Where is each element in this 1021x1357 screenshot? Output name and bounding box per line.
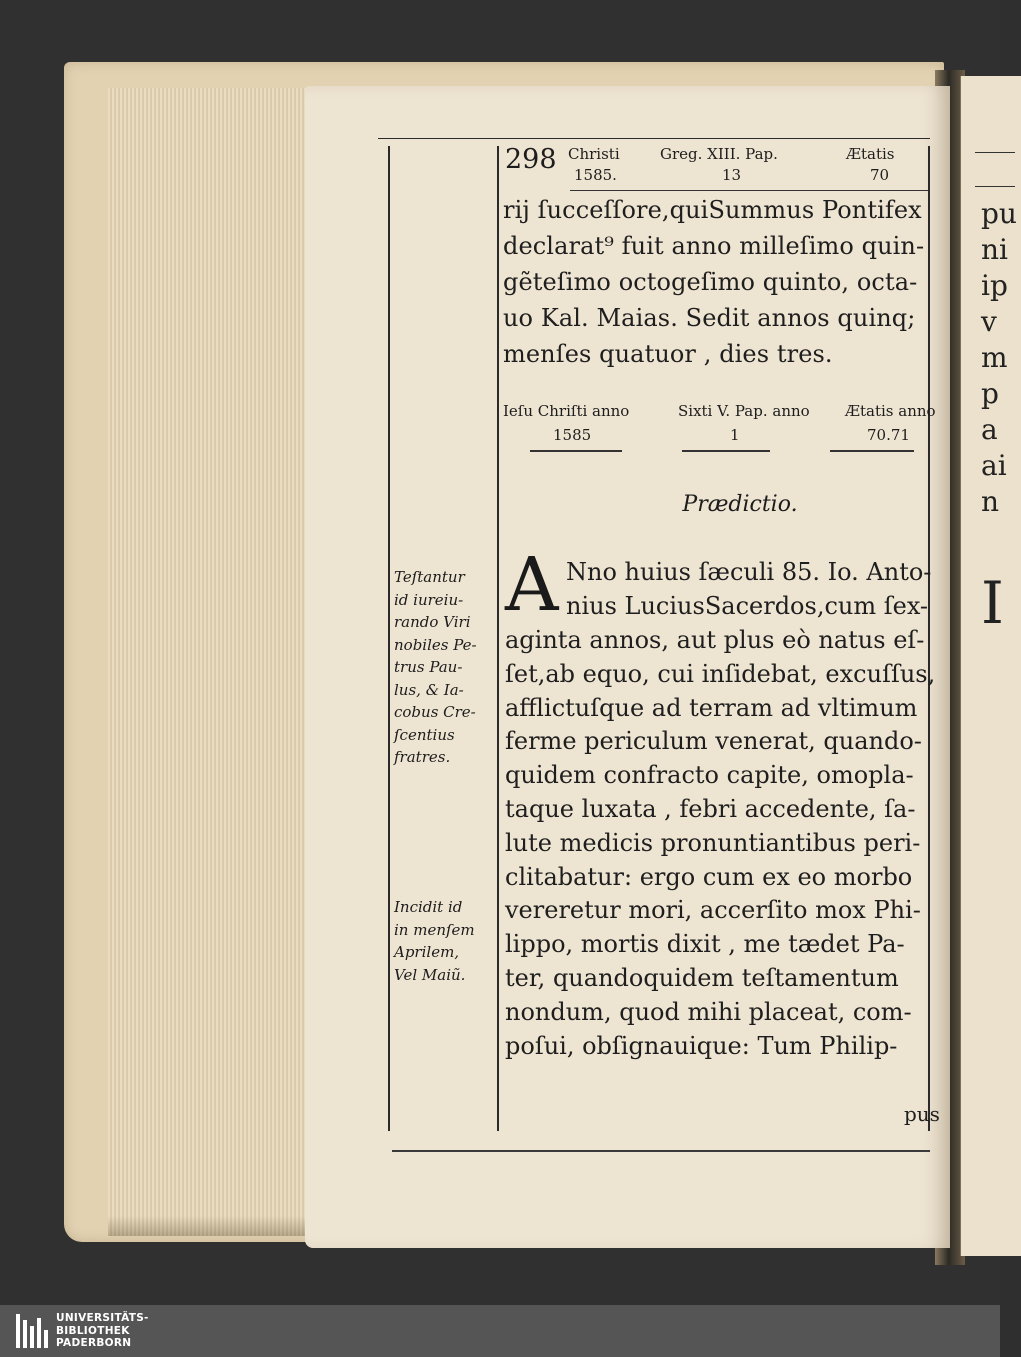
margin-line: trus Pau- [394,658,463,676]
text-line: quidem confracto capite, omopla- [505,761,914,790]
margin-note-date [394,896,475,986]
frame-rule-left [388,146,390,1131]
chronology-rule [682,450,770,452]
text-line: lippo, mortis dixit , me tædet Pa- [505,930,905,959]
prediction-capline [566,556,931,624]
text-line: poſui, obſignauique: Tum Philip- [505,1031,898,1060]
running-head-pope-label: Greg. XIII. Pap. [660,145,778,163]
text-line: ferme periculum venerat, quando- [505,727,922,756]
running-head-pope-value: 13 [722,166,742,184]
facing-fragment: a [981,413,998,446]
margin-line: Teſtantur [394,568,465,586]
library-logo-icon [16,1314,50,1348]
margin-line: fratres. [394,748,451,766]
facing-fragment: ai [981,449,1007,482]
margin-line: nobiles Pe- [394,635,477,654]
running-head-aetatis-label: Ætatis [846,145,895,163]
passage-top [503,192,924,372]
margin-line: lus, & Ia- [394,680,464,699]
text-line: uo Kal. Maias. Sedit annos quinq; [503,304,916,332]
margin-line: Aprilem, [394,943,460,961]
chronology-christi-label: Ieſu Chriſti anno [503,402,630,420]
chronology-christi-value: 1585 [553,426,592,444]
frame-rule-top [378,138,930,139]
text-line: aginta annos, aut plus eò natus eſ- [505,626,925,654]
margin-line: rando Viri [394,613,471,631]
text-line: ſet,ab equo, cui inſidebat, excuſſus, [505,659,936,688]
library-footer [0,1305,1000,1357]
facing-fragment: n [981,485,1000,518]
text-line: nondum, quod mihi placeat, com- [505,997,912,1026]
margin-line: Incidit id [394,898,463,916]
facing-dropcap-fragment: I [981,569,1004,637]
facing-page-rule [975,152,1015,153]
facing-fragment: m [981,341,1008,374]
running-head-christi-value: 1585. [574,166,617,184]
text-line: afflictuſque ad terram ad vltimum [505,693,918,722]
drop-cap: A [505,542,559,628]
running-head-aetatis-value: 70 [870,166,890,184]
library-name-line: PADERBORN [56,1337,132,1349]
margin-line: Vel Maiũ. [394,965,466,984]
frame-rule-bottom [392,1150,930,1152]
margin-line: id iureiu- [394,590,464,609]
prediction-body [505,624,935,1063]
text-line: clitabatur: ergo cum ex eo morbo [505,862,913,891]
chronology-sixti-label: Sixti V. Pap. anno [678,402,810,420]
chronology-rule [530,450,622,452]
text-line: gẽteſimo octogeſimo quinto, octa- [503,268,918,296]
text-line: nius LuciusSacerdos,cum ſex- [566,591,929,620]
facing-fragment: ni [981,233,1008,266]
library-name-line: UNIVERSITÄTS- [56,1312,149,1324]
catchword: pus [904,1102,940,1126]
page-number: 298 [505,144,557,175]
facing-page-rule [975,186,1015,187]
section-title: Prædictio. [682,492,798,517]
facing-fragment: v [981,305,997,338]
chronology-sixti-value: 1 [730,426,740,444]
text-line: menſes quatuor , dies tres. [503,340,833,368]
text-line: declarat⁹ fuit anno milleſimo quin- [503,232,925,260]
margin-note-witnesses [394,566,477,769]
frame-rule-middle [497,146,499,1131]
facing-fragment: ip [981,269,1008,302]
facing-page-edge [960,76,1021,1256]
text-line: rij ſucceſſore,quiSummus Pontifex [503,196,922,224]
margin-line: ſcentius [394,725,455,744]
margin-line: cobus Cre- [394,703,476,721]
text-line: Nno huius ſæculi 85. Io. Anto- [566,558,932,586]
library-name [56,1312,149,1350]
facing-fragment: pu [981,197,1017,230]
running-head-rule [570,190,928,191]
text-line: ter, quandoquidem teſtamentum [505,963,899,992]
chronology-aetatis-value: 70.71 [867,426,910,444]
margin-line: in menſem [394,920,475,939]
facing-fragment: p [981,377,999,410]
running-head-christi-label: Christi [568,145,620,163]
page-edges [108,88,319,1236]
chronology-aetatis-label: Ætatis anno [845,402,936,420]
text-line: taque luxata , febri accedente, ſa- [505,794,916,823]
library-name-line: BIBLIOTHEK [56,1324,130,1337]
text-line: vereretur mori, accerſito mox Phi- [505,896,921,925]
text-line: lute medicis pronuntiantibus peri- [505,828,921,857]
chronology-rule [830,450,914,452]
